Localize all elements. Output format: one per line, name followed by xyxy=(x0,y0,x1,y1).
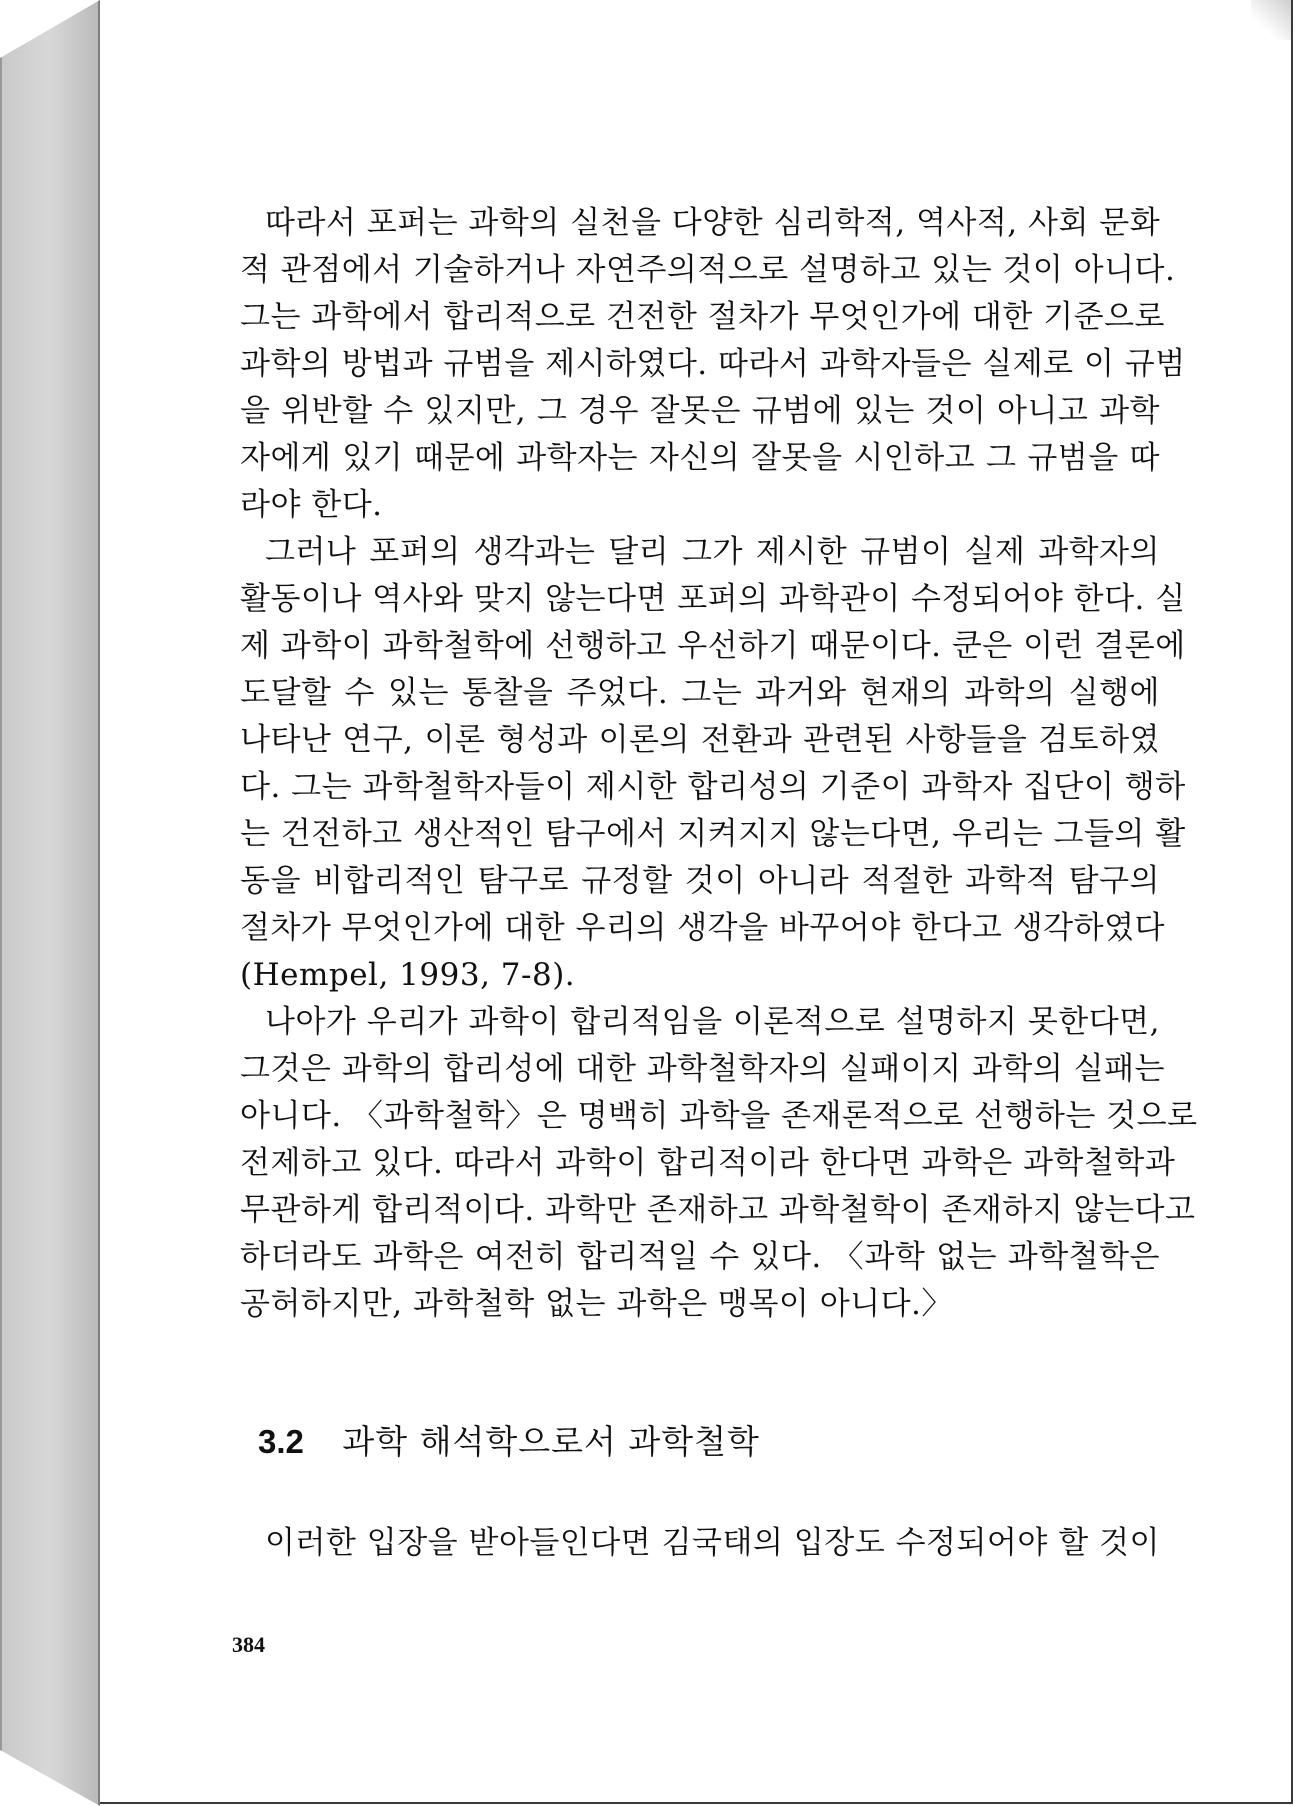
section-heading xyxy=(258,1420,760,1464)
paragraph-1 xyxy=(240,200,1186,529)
text-line: 을 위반할 수 있지만, 그 경우 잘못은 규범에 있는 것이 아니고 과학 xyxy=(240,393,1160,429)
text-line: 그러나 포퍼의 생각과는 달리 그가 제시한 규범이 실제 과학자의 xyxy=(265,534,1160,570)
section-title: 과학 해석학으로서 과학철학 xyxy=(342,1422,760,1461)
text-line: 따라서 포퍼는 과학의 실천을 다양한 심리학적, 역사적, 사회 문화 xyxy=(265,205,1161,241)
text-line: 이러한 입장을 받아들인다면 김국태의 입장도 수정되어야 할 것이 xyxy=(265,1525,1160,1561)
text-line: 제 과학이 과학철학에 선행하고 우선하기 때문이다. 쿤은 이런 결론에 xyxy=(240,628,1186,664)
paragraph-2 xyxy=(240,529,1186,999)
text-line: 과학의 방법과 규범을 제시하였다. 따라서 과학자들은 실제로 이 규범 xyxy=(240,346,1186,382)
text-line: 아니다. 〈과학철학〉은 명백히 과학을 존재론적으로 선행하는 것으로 xyxy=(240,1098,1198,1134)
section-number: 3.2 xyxy=(258,1423,304,1460)
text-line: 절차가 무엇인가에 대한 우리의 생각을 바꾸어야 한다고 생각하였다 xyxy=(240,910,1165,946)
text-line: 하더라도 과학은 여전히 합리적일 수 있다. 〈과학 없는 과학철학은 xyxy=(240,1239,1160,1275)
text-line: 적 관점에서 기술하거나 자연주의적으로 설명하고 있는 것이 아니다. xyxy=(240,252,1176,288)
book-page xyxy=(100,0,1293,1804)
paragraph-3 xyxy=(240,999,1198,1328)
text-line: 그것은 과학의 합리성에 대한 과학철학자의 실패이지 과학의 실패는 xyxy=(240,1051,1165,1087)
text-line: 전제하고 있다. 따라서 과학이 합리적이라 한다면 과학은 과학철학과 xyxy=(240,1145,1176,1181)
text-line: (Hempel, 1993, 7-8). xyxy=(240,957,576,993)
text-line: 다. 그는 과학철학자들이 제시한 합리성의 기준이 과학자 집단이 행하 xyxy=(240,769,1186,805)
text-line: 나타난 연구, 이론 형성과 이론의 전환과 관련된 사항들을 검토하였 xyxy=(240,722,1160,758)
page-number: 384 xyxy=(232,1632,265,1657)
body-text xyxy=(240,200,1198,1328)
text-line: 자에게 있기 때문에 과학자는 자신의 잘못을 시인하고 그 규범을 따 xyxy=(240,440,1160,476)
text-line: 는 건전하고 생산적인 탐구에서 지켜지지 않는다면, 우리는 그들의 활 xyxy=(240,816,1186,852)
text-line: 도달할 수 있는 통찰을 주었다. 그는 과거와 현재의 과학의 실행에 xyxy=(240,675,1160,711)
text-line: 나아가 우리가 과학이 합리적임을 이론적으로 설명하지 못한다면, xyxy=(265,1004,1160,1040)
text-line: 무관하게 합리적이다. 과학만 존재하고 과학철학이 존재하지 않는다고 xyxy=(240,1192,1196,1228)
text-line: 공허하지만, 과학철학 없는 과학은 맹목이 아니다.〉 xyxy=(240,1286,953,1322)
book-spine-outline xyxy=(0,0,100,1806)
page-corner-shadow xyxy=(1251,0,1291,40)
final-paragraph xyxy=(240,1520,1160,1567)
text-line: 동을 비합리적인 탐구로 규정할 것이 아니라 적절한 과학적 탐구의 xyxy=(240,863,1160,899)
text-line: 그는 과학에서 합리적으로 건전한 절차가 무엇인가에 대한 기준으로 xyxy=(240,299,1165,335)
text-line: 활동이나 역사와 맞지 않는다면 포퍼의 과학관이 수정되어야 한다. 실 xyxy=(240,581,1186,617)
text-line: 라야 한다. xyxy=(240,487,383,523)
